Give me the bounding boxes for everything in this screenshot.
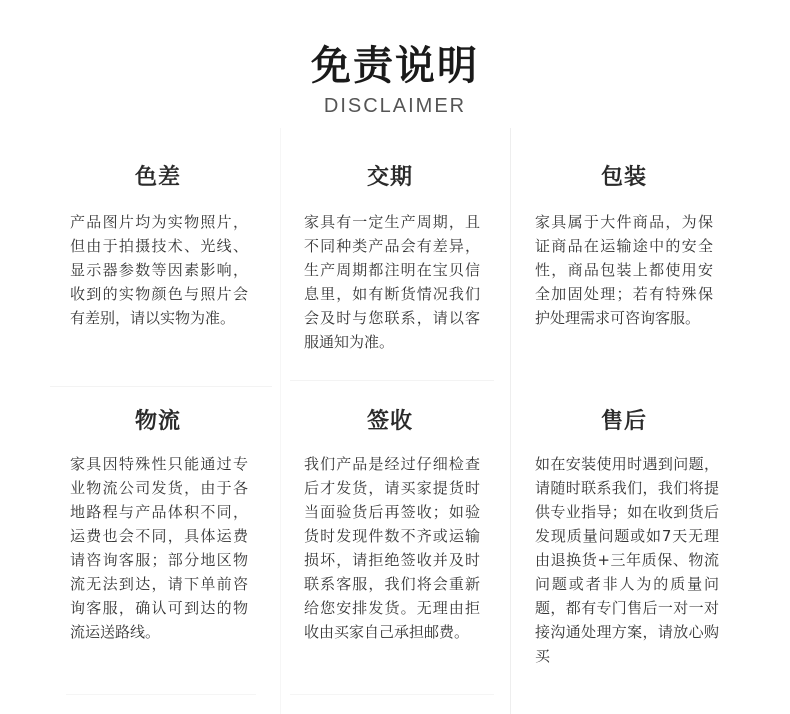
page-title: 免责说明 [311, 43, 479, 89]
section-delivery-time [304, 163, 504, 354]
section-receipt [304, 407, 504, 644]
section-title: 物流 [134, 409, 181, 434]
section-body: 家具属于大件商品，为保证商品在运输途中的安全性，商品包装上都使用安全加固处理；若有特殊保护处理需求可咨询客服。 [535, 213, 713, 327]
section-body: 家具有一定生产周期，且不同种类产品会有差异，生产周期都注明在宝贝信息里，如有断货情况我们会及时与您联系，请以客服通知为准。 [304, 213, 480, 351]
section-body: 家具因特殊性只能通过专业物流公司发货，由于各地路程与产品体积不同，运费也会不同，具体运费请咨询客服；部分地区物流无法到达，请下单前咨询客服，确认可到达的物流运送路线。 [70, 455, 248, 641]
section-color-difference [70, 163, 270, 330]
row-divider-middle [290, 380, 494, 381]
page-subtitle: DISCLAIMER [323, 95, 467, 117]
section-packaging [535, 163, 735, 330]
section-title: 交期 [366, 165, 413, 190]
section-body: 产品图片均为实物照片，但由于拍摄技术、光线、显示器参数等因素影响，收到的实物颜色与照片会有差别，请以实物为准。 [70, 213, 248, 327]
section-logistics [70, 407, 270, 644]
column-divider-right [510, 128, 511, 714]
section-body: 我们产品是经过仔细检查后才发货，请买家提货时当面验货后再签收；如验货时发现件数不齐或运输损坏，请拒绝签收并及时联系客服，我们将会重新给您安排发货。无理由拒收由买家自己承担邮费。 [304, 455, 480, 641]
section-body: 如在安装使用时遇到问题，请随时联系我们，我们将提供专业指导；如在收到货后发现质量问题或如7天无理由退换货+三年质保、物流问题或者非人为的质量问题，都有专门售后一对一对接沟通处理方案，请放心购买 [535, 455, 719, 665]
section-after-sales [535, 407, 735, 668]
bottom-divider-left [66, 694, 256, 695]
section-title: 色差 [134, 165, 181, 190]
column-divider-left [280, 128, 281, 714]
row-divider-left [50, 386, 272, 387]
section-title: 售后 [600, 409, 647, 434]
section-title: 签收 [366, 409, 413, 434]
section-title: 包装 [600, 165, 647, 190]
bottom-divider-middle [290, 694, 494, 695]
